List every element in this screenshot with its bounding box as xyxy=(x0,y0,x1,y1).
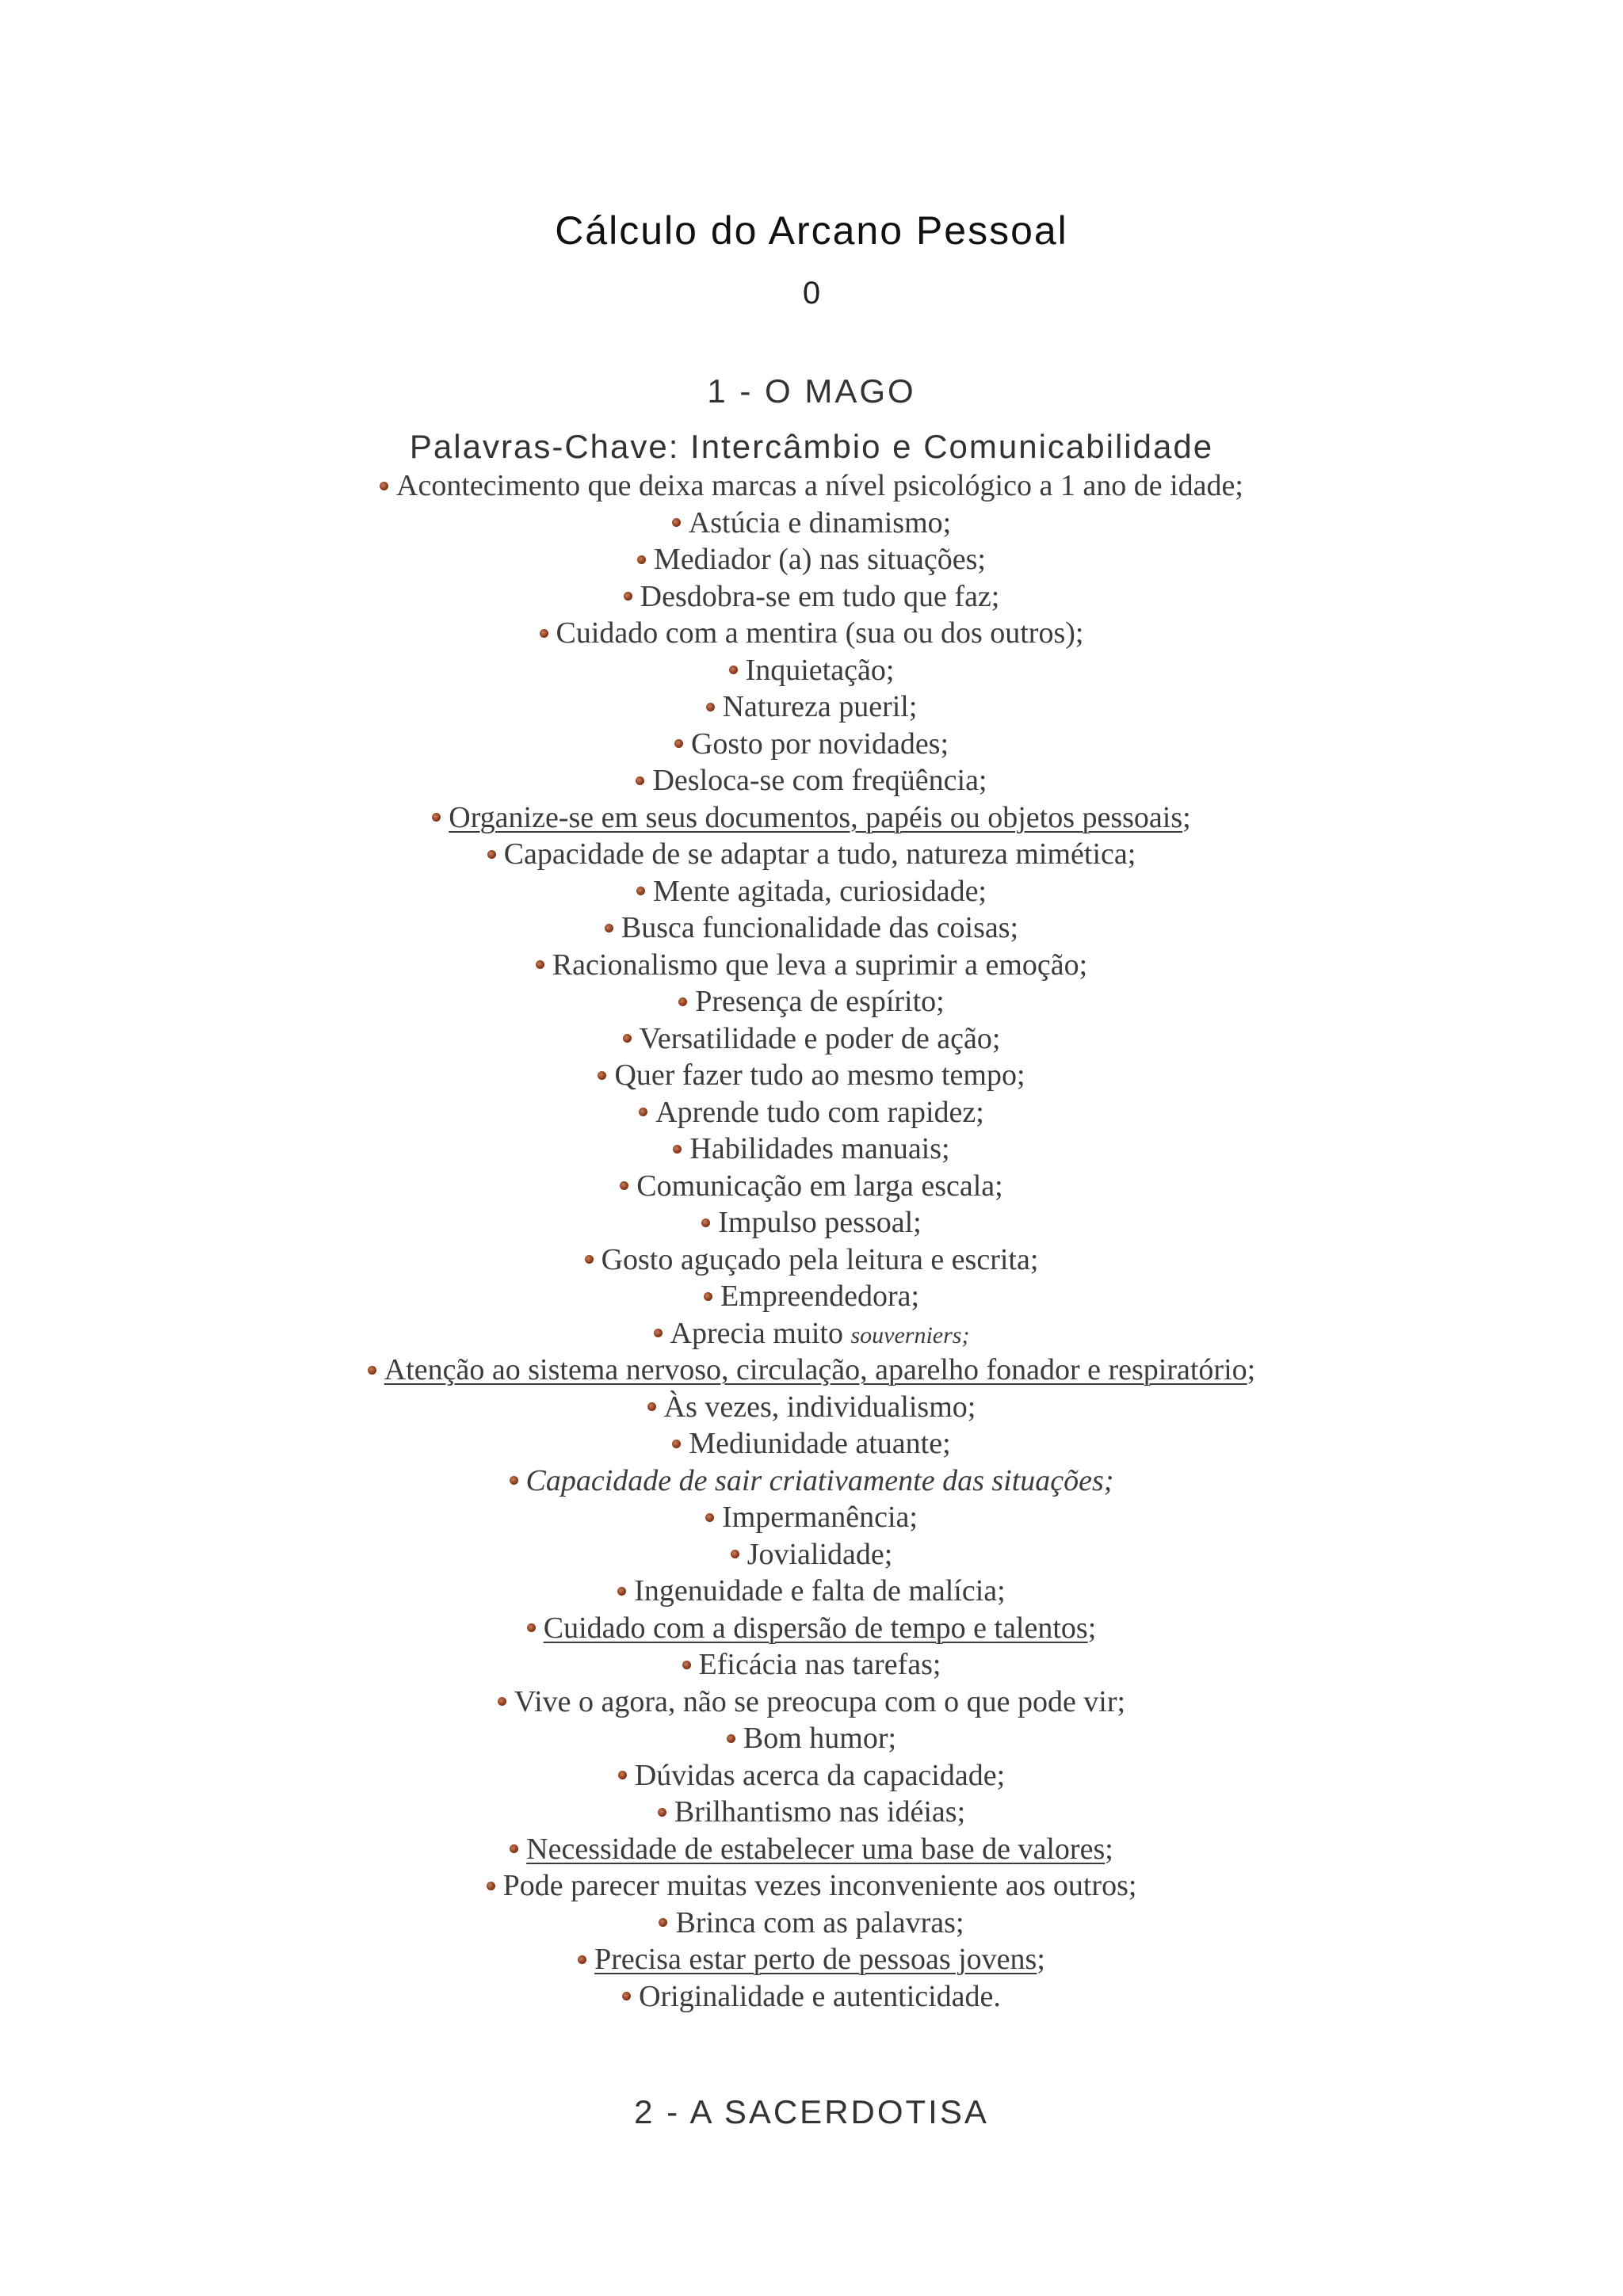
bullet-icon xyxy=(623,1034,632,1043)
bullet-icon xyxy=(380,482,388,490)
list-item xyxy=(0,1094,1623,1131)
trait-text: Astúcia e dinamismo; xyxy=(688,505,952,540)
trait-text: Natureza pueril; xyxy=(722,690,918,723)
list-item xyxy=(0,1020,1623,1058)
trait-text: Busca funcionalidade das coisas; xyxy=(621,911,1019,944)
trait-text: Aprecia muito xyxy=(670,1316,851,1350)
list-item xyxy=(0,1278,1623,1315)
bullet-icon xyxy=(510,1476,518,1485)
trait-text: Eficácia nas tarefas; xyxy=(698,1648,941,1681)
list-item xyxy=(0,1684,1623,1721)
list-item xyxy=(0,910,1623,947)
trait-text: Quer fazer tudo ao mesmo tempo; xyxy=(614,1058,1025,1092)
trait-text: Capacidade de sair criativamente das situações; xyxy=(525,1463,1114,1497)
trait-text: Brinca com as palavras; xyxy=(675,1905,964,1939)
section-keywords: Palavras-Chave: Intercâmbio e Comunicabilidade xyxy=(409,428,1214,465)
list-item xyxy=(0,762,1623,799)
list-item xyxy=(0,947,1623,984)
list-item xyxy=(0,1573,1623,1610)
list-item xyxy=(0,1610,1623,1647)
list-item xyxy=(0,1867,1623,1905)
bullet-icon xyxy=(536,960,544,969)
list-item xyxy=(0,1905,1623,1942)
bullet-icon xyxy=(618,1771,627,1779)
bullet-icon xyxy=(674,739,683,748)
trait-text: Precisa estar perto de pessoas jovens xyxy=(594,1943,1037,1976)
list-item xyxy=(0,836,1623,873)
bullet-icon xyxy=(678,997,687,1006)
bullet-icon xyxy=(368,1366,376,1375)
trait-text: Vive o agora, não se preocupa com o que pode vir; xyxy=(514,1684,1126,1718)
list-item xyxy=(0,1978,1623,2016)
bullet-icon xyxy=(605,924,613,933)
bullet-icon xyxy=(636,887,645,895)
trait-text: Inquietação; xyxy=(745,653,895,687)
bullet-icon xyxy=(639,1108,647,1116)
bullet-icon xyxy=(624,592,632,601)
bullet-icon xyxy=(658,1808,666,1817)
list-item xyxy=(0,1720,1623,1757)
trait-text: Cuidado com a dispersão de tempo e talentos xyxy=(543,1611,1088,1645)
trait-text: Cuidado com a mentira (sua ou dos outros); xyxy=(556,616,1084,650)
bullet-icon xyxy=(731,1550,739,1558)
bullet-icon xyxy=(647,1402,656,1411)
trait-text: Comunicação em larga escala; xyxy=(636,1169,1003,1203)
trait-suffix: ; xyxy=(1037,1943,1045,1976)
list-item xyxy=(0,1757,1623,1794)
bullet-icon xyxy=(659,1918,667,1927)
bullet-icon xyxy=(527,1623,536,1632)
list-item xyxy=(0,1463,1623,1500)
trait-text: Impermanência; xyxy=(722,1501,918,1534)
trait-text: Ingenuidade e falta de malícia; xyxy=(634,1574,1006,1608)
bullet-icon xyxy=(585,1255,594,1264)
list-item xyxy=(0,1536,1623,1573)
list-item xyxy=(0,1425,1623,1463)
list-item xyxy=(0,1831,1623,1868)
list-item xyxy=(0,799,1623,837)
bullet-icon xyxy=(673,1145,682,1154)
bullet-icon xyxy=(706,703,715,711)
trait-text: Jovialidade; xyxy=(747,1537,893,1571)
list-item xyxy=(0,1499,1623,1536)
bullet-icon xyxy=(578,1955,586,1964)
list-item xyxy=(0,541,1623,578)
bullet-icon xyxy=(620,1181,628,1190)
bullet-icon xyxy=(672,518,681,527)
list-item xyxy=(0,726,1623,763)
bullet-icon xyxy=(617,1587,626,1596)
bullet-icon xyxy=(727,1734,735,1743)
trait-text: Habilidades manuais; xyxy=(689,1132,950,1165)
trait-text: Presença de espírito; xyxy=(695,985,945,1018)
section-heading-a-sacerdotisa: 2 - A SACERDOTISA xyxy=(634,2093,989,2130)
bullet-icon xyxy=(705,1513,714,1522)
bullet-icon xyxy=(682,1661,691,1669)
list-item xyxy=(0,983,1623,1020)
list-item xyxy=(0,615,1623,652)
bullet-icon xyxy=(622,1992,631,2000)
list-item xyxy=(0,1315,1623,1352)
trait-text: Gosto aguçado pela leitura e escrita; xyxy=(601,1242,1039,1276)
trait-list xyxy=(0,467,1623,2015)
bullet-icon xyxy=(510,1844,518,1853)
trait-text: Brilhantismo nas idéias; xyxy=(674,1795,966,1829)
bullet-icon xyxy=(432,813,441,822)
trait-suffix: ; xyxy=(1247,1353,1256,1386)
bullet-icon xyxy=(636,776,644,785)
list-item xyxy=(0,1352,1623,1389)
list-item xyxy=(0,1389,1623,1426)
bullet-icon xyxy=(498,1697,506,1706)
trait-text: Versatilidade e poder de ação; xyxy=(639,1021,1001,1055)
list-item xyxy=(0,873,1623,910)
trait-text: Capacidade de se adaptar a tudo, natureza mimética; xyxy=(503,837,1136,871)
trait-suffix: ; xyxy=(1105,1832,1113,1866)
trait-suffix: ; xyxy=(1087,1611,1097,1645)
bullet-icon xyxy=(729,666,738,674)
bullet-icon xyxy=(672,1440,681,1448)
trait-text: Impulso pessoal; xyxy=(718,1206,922,1239)
trait-text: Empreendedora; xyxy=(720,1280,920,1313)
trait-text: Às vezes, individualismo; xyxy=(663,1390,976,1424)
list-item xyxy=(0,1941,1623,1978)
document-subtitle: 0 xyxy=(802,276,821,311)
bullet-icon xyxy=(598,1071,606,1080)
trait-text: Mediunidade atuante; xyxy=(689,1427,951,1460)
trait-text: Mediador (a) nas situações; xyxy=(654,543,986,576)
list-item xyxy=(0,1646,1623,1684)
list-item xyxy=(0,1204,1623,1241)
bullet-icon xyxy=(704,1292,712,1301)
document-title: Cálculo do Arcano Pessoal xyxy=(555,208,1068,253)
trait-text: Organize-se em seus documentos, papéis ou objetos pessoais xyxy=(449,800,1183,834)
trait-text: Desdobra-se em tudo que faz; xyxy=(640,579,1000,613)
trait-suffix: souverniers; xyxy=(850,1322,970,1348)
trait-text: Necessidade de estabelecer uma base de valores xyxy=(526,1832,1106,1866)
trait-text: Dúvidas acerca da capacidade; xyxy=(634,1758,1006,1792)
list-item xyxy=(0,467,1623,505)
trait-text: Desloca-se com freqüência; xyxy=(652,764,987,797)
bullet-icon xyxy=(540,629,548,638)
bullet-icon xyxy=(487,1882,495,1890)
bullet-icon xyxy=(487,850,496,859)
list-item xyxy=(0,1057,1623,1094)
list-item xyxy=(0,652,1623,689)
trait-text: Gosto por novidades; xyxy=(690,727,949,761)
list-item xyxy=(0,1241,1623,1279)
trait-text: Atenção ao sistema nervoso, circulação, aparelho fonador e respiratório xyxy=(384,1353,1247,1386)
trait-text: Originalidade e autenticidade. xyxy=(639,1979,1001,2013)
list-item xyxy=(0,578,1623,616)
list-item xyxy=(0,1168,1623,1205)
bullet-icon xyxy=(637,555,646,564)
trait-text: Racionalismo que leva a suprimir a emoção; xyxy=(552,948,1088,982)
trait-text: Aprende tudo com rapidez; xyxy=(655,1095,984,1129)
trait-text: Pode parecer muitas vezes inconveniente aos outros; xyxy=(502,1869,1137,1902)
bullet-icon xyxy=(701,1219,710,1227)
section-heading-o-mago: 1 - O MAGO xyxy=(707,372,916,410)
bullet-icon xyxy=(654,1329,663,1337)
trait-text: Bom humor; xyxy=(743,1722,897,1755)
list-item xyxy=(0,1794,1623,1831)
list-item xyxy=(0,505,1623,542)
trait-suffix: ; xyxy=(1182,800,1191,834)
list-item xyxy=(0,688,1623,726)
trait-text: Acontecimento que deixa marcas a nível psicológico a 1 ano de idade; xyxy=(396,469,1243,502)
list-item xyxy=(0,1131,1623,1168)
trait-text: Mente agitada, curiosidade; xyxy=(652,874,987,908)
